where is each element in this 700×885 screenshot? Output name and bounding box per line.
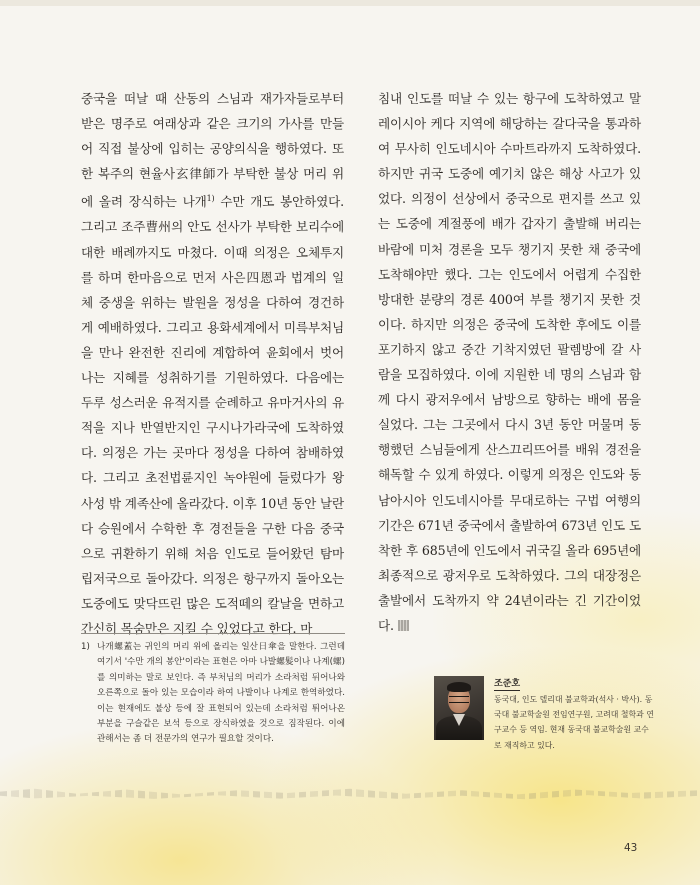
author-photo-hair bbox=[447, 682, 471, 692]
author-photo bbox=[434, 676, 484, 740]
footnote-reference[interactable]: 1) bbox=[206, 194, 215, 204]
left-column-text-rest: 수만 개도 봉안하였다. 그리고 조주曹州의 안도 선사가 부탁한 보리수에 대한 배례까지도 마쳤다. 이때 의정은 오체투지를 하며 한마음으로 먼저 사은四恩과 법계의 일체 중생을 위하는 발원을 정성을 다하여 경건하게 예배하였다. 그리고 용화세계에서 미륵부처님을 만나 완전한 진리에 계합하여 윤회에서 벗어나는 지혜를 성취하기를 기원하였다. 다음에는 두루 성스러운 유적지를 순례하고 유마거사의 유적을 지나 반열반지인 구시나가라국에 도착하였다. 의정은 가는 곳마다 정성을 다하여 참배하였다. 그리고 초전법륜지인 녹야원에 들렀다가 왕사성 밖 계족산에 올라갔다. 이후 10년 동안 날란다 승원에서 수학한 후 경전들을 구한 다음 중국으로 귀환하기 위해 처음 인도로 들어왔던 탐마립저국으로 돌아갔다. 의정은 항구까지 돌아오는 도중에도 맞닥뜨린 많은 도적떼의 칼날을 면하고 간신히 목숨만은 지킬 수 있었다고 한다. 마 bbox=[81, 194, 344, 636]
end-mark-icon bbox=[398, 620, 409, 631]
author-name: 조준호 bbox=[494, 676, 520, 691]
author-bio: 동국대, 인도 델리대 불교학과(석사 · 박사). 동국대 불교학술원 전임연구원, 고려대 철학과 연구교수 등 역임. 현재 동국대 불교학술원 교수로 재직하고 있다. bbox=[494, 695, 654, 750]
article-column-right bbox=[378, 86, 641, 638]
article-column-left bbox=[81, 86, 344, 641]
article-paragraph-left bbox=[81, 86, 344, 641]
footnote-divider bbox=[81, 633, 345, 634]
footnote bbox=[81, 640, 345, 748]
left-column-text: 중국을 떠날 때 산동의 스님과 재가자들로부터 받은 명주로 여래상과 같은 크기의 가사를 만들어 직접 불상에 입히는 공양의식을 행하였다. 또한 복주의 현율사玄律師가 부탁한 불상 머리 위에 올려 장식하는 나개 bbox=[81, 91, 344, 210]
page-number: 43 bbox=[624, 842, 638, 854]
top-strip bbox=[0, 0, 700, 6]
footnote-text: 나개螺蓋는 귀인의 머리 위에 올리는 일산日傘을 말한다. 그런데 여기서 '수만 개의 봉안'이라는 표현은 아마 나발螺髮이나 나계(螺)를 의미하는 말로 보인다. 즉 부처님의 머리가 소라처럼 뒤어나와 오른쪽으로 돌아 있는 모습이라 하여 나발이나 나계로 한역하였다. 이는 현재에도 불상 등에 잘 표현되어 있는데 소라처럼 튀어나온 부분을 구슬같은 보석 등으로 장식하였을 것으로 짐작된다. 이에 관해서는 좀 더 전문가의 연구가 필요할 것이다. bbox=[97, 642, 345, 745]
author-photo-glasses bbox=[449, 696, 469, 703]
footnote-number: 1) bbox=[81, 642, 90, 652]
article-paragraph-right bbox=[378, 86, 641, 638]
right-column-text: 침내 인도를 떠날 수 있는 항구에 도착하였고 말레이시아 케다 지역에 해당하는 갈다국을 통과하여 무사히 인도네시아 수마트라까지 도착하였다. 하지만 귀국 도중에 예기치 않은 해상 사고가 있었다. 의정이 선상에서 중국으로 편지를 쓰고 있는 도중에 계절풍에 배가 갑자기 출발해 버리는 바람에 미처 경론을 모두 챙기지 못한 채 중국에 도착해야만 했다. 그는 인도에서 어렵게 수집한 방대한 분량의 경론 400여 부를 챙기지 못한 것이다. 하지만 의정은 중국에 도착한 후에도 이를 포기하지 않고 중간 기착지였던 팔렘방에 갈 사람을 모집하였다. 이에 지원한 네 명의 스님과 함께 다시 광저우에서 남방으로 향하는 배에 몸을 실었다. 그는 그곳에서 다시 3년 동안 머물며 동행했던 스님들에게 산스끄리뜨어를 배워 경전을 해독할 수 있게 하였다. 이렇게 의정은 인도와 동남아시아 인도네시아를 무대로하는 구법 여행의 기간은 671년 중국에서 출발하여 673년 인도 도착한 후 685년에 인도에서 귀국길 올라 695년에 최종적으로 광저우로 도착하였다. 그의 대장정은 출발에서 도착까지 약 24년이라는 긴 기간이었다. bbox=[378, 91, 641, 633]
